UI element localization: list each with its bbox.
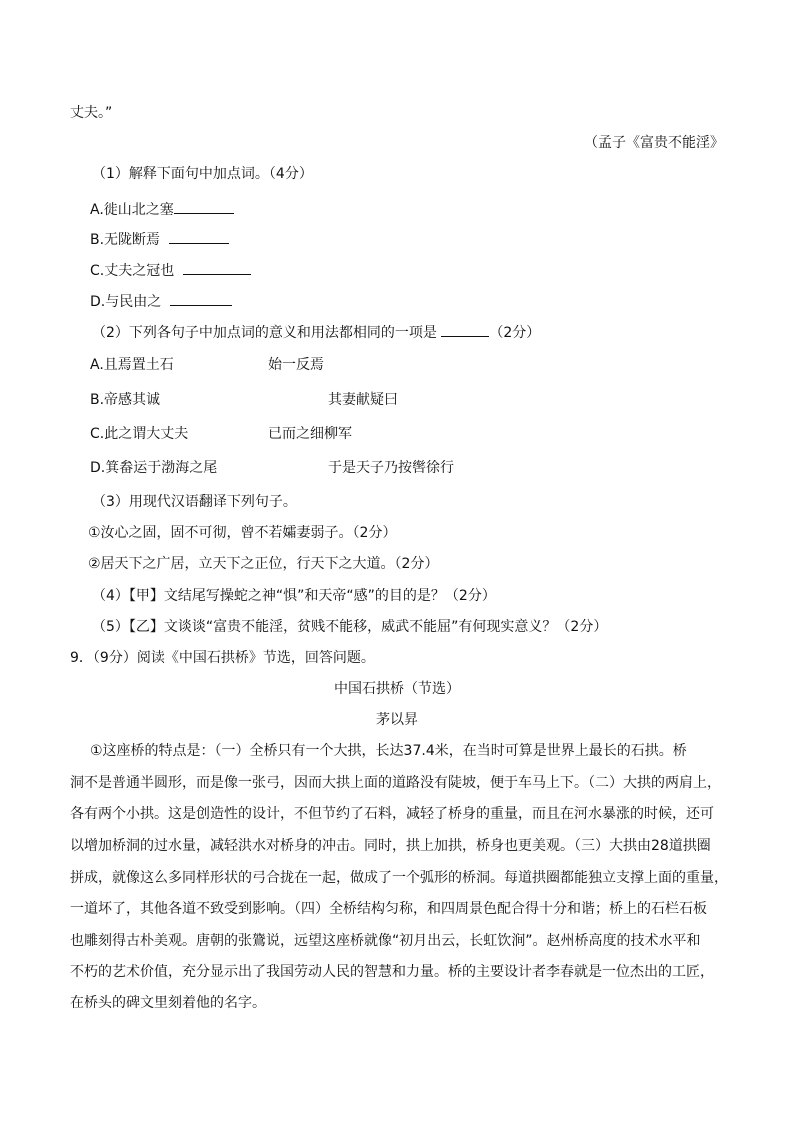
article-line: 不朽的艺术价值，充分显示出了我国劳动人民的智慧和力量。桥的主要设计者李春就是一位杰出的工匠，	[70, 964, 714, 980]
q1-title: （1）解释下面句中加点词。（4分）	[92, 166, 313, 182]
answer-blank[interactable]	[170, 291, 232, 306]
q2-title	[92, 322, 540, 342]
answer-blank[interactable]	[183, 260, 251, 275]
answer-blank[interactable]	[169, 229, 229, 244]
article-line: 在桥头的碑文里刻着他的名字。	[70, 995, 266, 1011]
top-line: 丈夫。”	[70, 105, 113, 121]
q2-option-c-right: 已而之细柳军	[268, 426, 352, 442]
q1-item-text: A.徙山北之塞	[90, 202, 174, 218]
q1-item-text: B.无陇断焉	[90, 232, 161, 248]
q1-item-d	[90, 291, 232, 311]
q3-title: （3）用现代汉语翻译下列句子。	[92, 494, 297, 510]
q2-option-a-left: A.且焉置土石	[90, 357, 174, 373]
article-line: 以增加桥洞的过水量，减轻洪水对桥身的冲击。同时，拱上加拱，桥身也更美观。（三）大拱由28道拱圈	[70, 838, 711, 854]
article-line: 各有两个小拱。这是创造性的设计，不但节约了石料，减轻了桥身的重量，而且在河水暴涨的时候，还可	[70, 806, 714, 822]
answer-blank[interactable]	[441, 322, 489, 337]
article-line: 一道坏了，其他各道不致受到影响。（四）全桥结构匀称，和四周景色配合得十分和谐；桥上的石栏石板	[70, 901, 707, 917]
q1-item-a	[90, 199, 234, 219]
q1-item-b	[90, 229, 229, 249]
q9-heading: 9．（9分）阅读《中国石拱桥》节选，回答问题。	[70, 650, 375, 666]
q2-option-b-right: 其妻献疑曰	[328, 392, 398, 408]
article-line: 拼成，就像这么多同样形状的弓合拢在一起，做成了一个弧形的桥洞。每道拱圈都能独立支撑上面的重量，	[70, 870, 728, 886]
q5: （5）【乙】文谈谈“富贵不能淫，贫贱不能移，威武不能屈”有何现实意义？（2分）	[92, 619, 608, 635]
q2-title-text: （2）下列各句子中加点词的意义和用法都相同的一项是	[92, 325, 437, 341]
q2-option-c-left: C.此之谓大丈夫	[90, 426, 189, 442]
source-citation: （孟子《富贵不能淫》	[584, 135, 724, 151]
q2-option-d-left: D.箕畚运于渤海之尾	[90, 460, 218, 476]
q1-item-text: C.丈夫之冠也	[90, 263, 175, 279]
q2-option-d-right: 于是天子乃按辔徐行	[328, 460, 454, 476]
article-line: 也雕刻得古朴美观。唐朝的张鷟说，远望这座桥就像“初月出云，长虹饮涧”。赵州桥高度的技术水平和	[70, 933, 701, 949]
q2-score: （2分）	[489, 325, 541, 341]
q4: （4）【甲】文结尾写操蛇之神“惧”和天帝“感”的目的是？（2分）	[92, 588, 496, 604]
q3-item-2: ②居天下之广居，立天下之正位，行天下之大道。（2分）	[88, 556, 439, 572]
article-author: 茅以昇	[376, 712, 418, 728]
answer-blank[interactable]	[174, 199, 234, 214]
article-line: ①这座桥的特点是：（一）全桥只有一个大拱，长达37.4米，在当时可算是世界上最长的石拱。桥	[90, 743, 687, 759]
q2-option-b-left: B.帝感其诚	[90, 392, 161, 408]
article-title: 中国石拱桥（节选）	[334, 681, 460, 697]
q2-option-a-right: 始一反焉	[268, 357, 324, 373]
q1-item-text: D.与民由之	[90, 294, 162, 310]
q3-item-1: ①汝心之固，固不可彻，曾不若孀妻弱子。（2分）	[88, 525, 397, 541]
article-line: 洞不是普通半圆形，而是像一张弓，因而大拱上面的道路没有陡坡，便于车马上下。（二）大拱的两肩上，	[70, 775, 721, 791]
q1-item-c	[90, 260, 251, 280]
